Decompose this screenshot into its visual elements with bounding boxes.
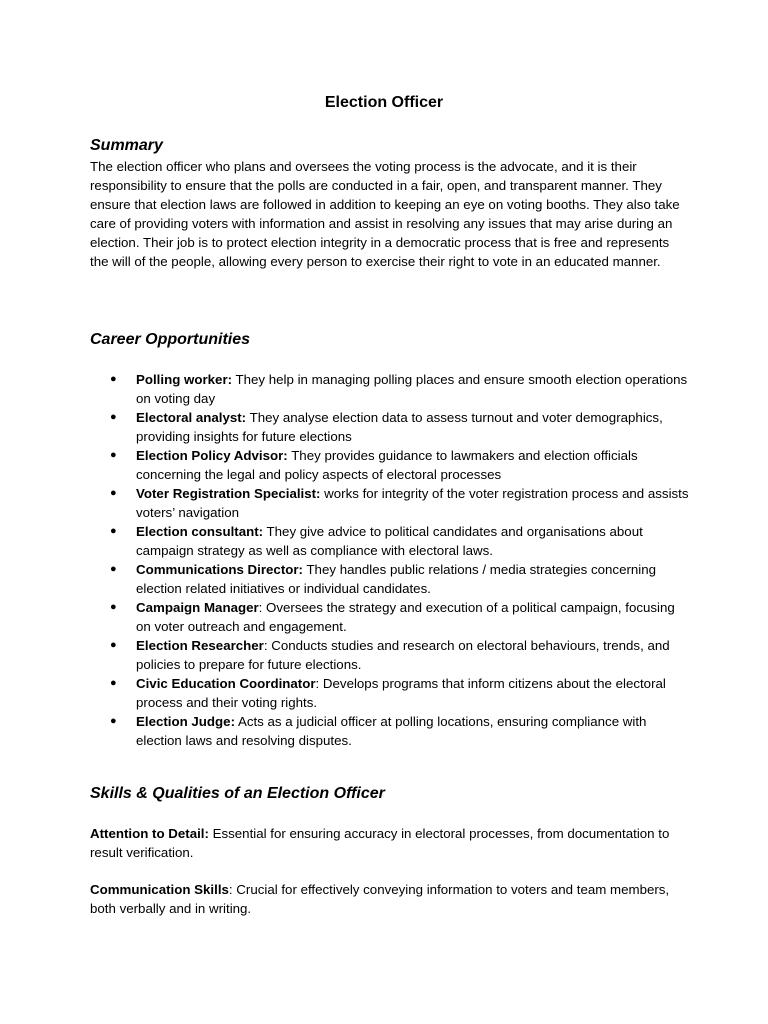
career-term: Election Researcher: [136, 638, 264, 653]
bullet-icon: ●: [110, 449, 117, 461]
career-description: : Conducts studies and research on electoral behaviours, trends, and policies to prepare for future elections.: [136, 638, 670, 672]
bullet-icon: ●: [110, 639, 117, 651]
career-opportunities-heading: Career Opportunities: [90, 331, 251, 348]
page-title: Election Officer: [324, 94, 444, 111]
bullet-icon: ●: [110, 563, 117, 575]
skill-term: Communication Skills: [90, 882, 229, 897]
bullet-icon: ●: [110, 715, 117, 727]
list-item: [90, 598, 690, 636]
career-description: : Oversees the strategy and execution of a political campaign, focusing on voter outreach and engagement.: [136, 600, 675, 634]
career-description: works for integrity of the voter registration process and assists voters’ navigation: [136, 486, 689, 520]
list-item: [90, 484, 690, 522]
skill-description: : Crucial for effectively conveying information to voters and team members, both verbally and in writing.: [90, 882, 670, 916]
list-item: [90, 370, 690, 408]
career-term: Election Judge:: [136, 714, 235, 729]
career-description: Acts as a judicial officer at polling locations, ensuring compliance with election laws and resolving disputes.: [136, 714, 647, 748]
career-description: They give advice to political candidates and organisations about campaign strategy as well as compliance with electoral laws.: [136, 524, 643, 558]
summary-paragraph: The election officer who plans and oversees the voting process is the advocate, and it is their responsibility to ensure that the polls are conducted in a fair, open, and transparent manner. They ensure that election laws are followed in addition to keeping an eye on voting booths. They also take care of providing voters with information and assist in resolving any issues that may arise during an election. Their job is to protect election integrity in a democratic process that is free and represents the will of the people, allowing every person to exercise their right to vote in an educated manner.: [90, 159, 680, 269]
career-description: They handles public relations / media strategies concerning election related initiatives or individual candidates.: [136, 562, 657, 596]
career-description: They help in managing polling places and ensure smooth election operations on voting day: [136, 372, 688, 406]
skills-heading: Skills & Qualities of an Election Officer: [90, 785, 385, 802]
career-term: Electoral analyst:: [136, 410, 247, 425]
career-term: Campaign Manager: [136, 600, 259, 615]
list-item: [90, 408, 690, 446]
list-item: [90, 560, 690, 598]
list-item: [90, 446, 690, 484]
career-description: They analyse election data to assess turnout and voter demographics, providing insights for future elections: [136, 410, 663, 444]
career-description: : Develops programs that inform citizens about the electoral process and their voting rights.: [136, 676, 666, 710]
career-description: They provides guidance to lawmakers and election officials concerning the legal and policy aspects of electoral processes: [136, 448, 638, 482]
career-term: Communications Director:: [136, 562, 303, 577]
career-term: Polling worker:: [136, 372, 233, 387]
skill-paragraph: [90, 824, 690, 862]
list-item: [90, 636, 690, 674]
bullet-icon: ●: [110, 411, 117, 423]
bullet-icon: ●: [110, 487, 117, 499]
career-term: Election consultant:: [136, 524, 264, 539]
skill-term: Attention to Detail:: [90, 826, 209, 841]
bullet-icon: ●: [110, 601, 117, 613]
bullet-icon: ●: [110, 373, 117, 385]
career-term: Election Policy Advisor:: [136, 448, 288, 463]
skill-description: Essential for ensuring accuracy in electoral processes, from documentation to result verification.: [90, 826, 670, 860]
list-item: [90, 674, 690, 712]
career-term: Civic Education Coordinator: [136, 676, 316, 691]
summary-heading: Summary: [90, 137, 163, 154]
list-item: [90, 522, 690, 560]
skill-paragraph: [90, 880, 690, 918]
bullet-icon: ●: [110, 677, 117, 689]
bullet-icon: ●: [110, 525, 117, 537]
list-item: [90, 712, 690, 750]
career-term: Voter Registration Specialist:: [136, 486, 321, 501]
career-list: [90, 370, 690, 750]
